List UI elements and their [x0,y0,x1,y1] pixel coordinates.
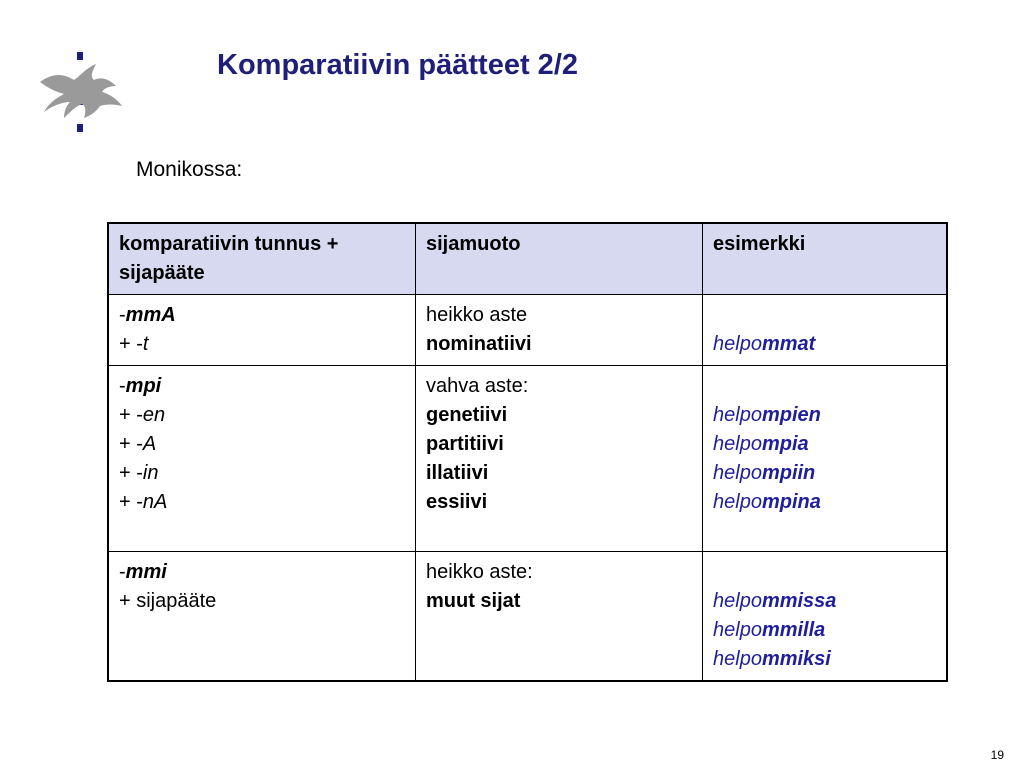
header-example: esimerkki [703,223,948,295]
header-marker: komparatiivin tunnus + sijapääte [108,223,416,295]
marker-suffix: mpi [125,375,162,397]
example-cell: helpommissa helpommilla helpommiksi [703,552,948,682]
header-case: sijamuoto [416,223,703,295]
marker-suffix: mmA [125,304,176,326]
page-number: 19 [990,748,1004,762]
case-cell: heikko aste nominatiivi [416,295,703,366]
slide-title: Komparatiivin päätteet 2/2 [217,49,578,81]
marker-cell: -mpi + -en + -A + -in + -nA [108,366,416,552]
marker-cell: -mmi + sijapääte [108,552,416,682]
university-flame-logo-icon [30,46,130,136]
marker-suffix: mmi [125,561,167,583]
slide-subtitle: Monikossa: [136,158,243,181]
table-row [108,552,947,682]
table-row [108,366,947,552]
example-cell: helpompien helpompia helpompiin helpompina [703,366,948,552]
case-cell: heikko aste: muut sijat [416,552,703,682]
comparative-endings-table [107,222,948,682]
marker-cell: -mmA + -t [108,295,416,366]
table-header-row [108,223,947,295]
table-row [108,295,947,366]
example-cell: helpommat [703,295,948,366]
case-cell: vahva aste: genetiivi partitiivi illatiivi essiivi [416,366,703,552]
